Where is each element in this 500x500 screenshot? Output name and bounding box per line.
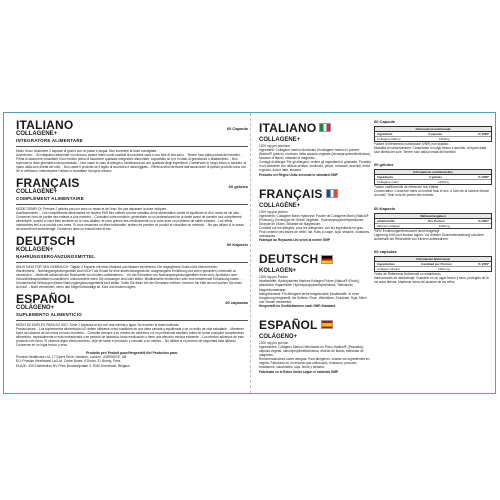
col-header: 2 gélules [429,175,442,180]
lang-title: FRANÇAIS [259,186,323,201]
table-cell: - [488,223,489,228]
table-cell: Collagene Marino [377,137,401,141]
product-name: KOLLAGEN+ [259,268,297,275]
nrv-note: *Valeur nutritionnelle de référence non établie [374,185,439,190]
nutrition-it [374,119,492,154]
italy-flag-icon [319,123,331,132]
allergy-text: Recomendaciones sobre alergias: Para alérgenos, véanse los ingredientes en negrita. Fabricado en un entorno que utiliza apio, moluscos, pescado, crustáceos, cacahuetes, soja, leche y sésamo. [259,357,370,370]
table-row [375,137,491,141]
product-subtitle: INTEGRATORE ALIMENTARE [16,138,83,143]
table-cell: 1200mg [438,137,450,141]
nutrition-table [374,169,492,185]
footer-line: Prowise Healthcare Ltd, 17 Dyers Drive, Idmiston, London, UXBRIDGE, UB [16,355,127,360]
lang-title: ITALIANO [16,119,74,132]
nutrition-table [374,256,492,272]
lang-title: DEUTSCH [16,234,76,248]
usage-text: Modo d'uso: Assumere 2 capsule al giorno con un pasto e acqua. Non eccedere la dose consigliata. [16,149,157,153]
warnings-text: Avvertenze: - Gli integratori alimentari non devono essere intesi come sostituti di una dieta varia e uno stile di vita sano. - Tenere fuori dalla portata dei bambini. - Prima di assumere consultare il tuo medico prima di assumere qualsiasi integratore alimentare, soprattutto se si è in stato di gravidanza o allattamento. - Non superare la dose giornaliera raccomandata. - Non usare in caso di allergia o intolleranza ad uno qualsiasi degli ingredienti. Conservare in luogo fresco e asciutto, al riparo dalla luce diretta del sole. - Non usare il prodotto se il sigillo di sicurezza è danneggiato. - Effetti avversi derivanti dall'assunzione di questo prodotto sono rari. Se si verificano, interrompere l'utilizzo e contattare il proprio medico. [16,153,247,173]
product-subtitle: SUPLEMENTO ALIMENTICIO [16,312,82,317]
allergy-text: Allergiehinweis: Für Allergene siehe fettgedruckte Inhaltsstoffe. In einer Umgebung hergestellt, die Sellerie, Fisch, Weichtiere, Erdnüsse, Soja, Milch und Sesam verarbeitet. [259,291,367,304]
table-cell: Colágeno Marino [377,266,400,271]
middle-panel [259,119,371,389]
table-title: Informations nutritionnelles [375,170,491,175]
lang-title: ITALIANO [259,121,317,135]
made-in-text: Fabricado en el Reino Unido según el estándar GMP [259,369,339,374]
lang-title: ESPAÑOL [16,292,75,306]
table-cell: Marines Kollagen [377,223,401,228]
nutrition-es [374,249,492,284]
product-subtitle: COMPLÉMENT ALIMENTAIRE [16,196,84,201]
nutrition-table [374,213,492,229]
divider [16,320,248,321]
capsule-count: 60 gélules [374,162,394,168]
storage-text: Lagerung: Kühl und trocken lagern. Vor direkter Sonneneinstrahlung schützen. Außerhalb der Reichweite von Kindern aufbewahren. [374,232,485,241]
col-header: Ingredienti [377,132,393,136]
mid-section-it [259,119,371,177]
capsule-count: 60 Kapseln [226,242,248,247]
dose-text: 1200 mg pro Portion [259,275,288,280]
product-name: COLLAGÈNE+ [16,189,58,195]
made-in-text: Prodotto nel Regno Unito secondo lo standard GMP [259,172,338,177]
nutrition-fr [374,162,492,197]
left-panel [16,119,248,389]
capsule-count: 60 gélules [228,184,248,189]
warnings-text: Precauciones: - Los suplementos alimenticios NO deben utilizarse como sustitutos de una dieta variada y equilibrada y de un estilo de vida saludable. - Mantener fuera del alcance de los niños en todo momento. - Consulte siempre a su médico de cabecera o a un profesional sanitario antes de tomar cualquier complemento alimenticio, especialmente si está embarazada o en periodo de lactancia, toma medicación o tiene una afección médica existente. - Los efectos adversos de este producto son raros. Si observa algún efecto adverso, deje de tomar el producto y consulte a su médico. - No utilizar si el precinto de seguridad está dañado. Conservar en un lugar fresco y seco. [16,327,245,347]
table-cell: - [487,180,489,185]
product-name: KOLLAGEN+ [16,247,54,253]
col-header: Ingrédients [377,175,394,180]
section-fr [16,177,248,231]
product-subtitle: NAHRUNGSERGÄNZUNGSMITTEL [16,254,96,259]
manufacturer-footer [16,351,248,368]
usage-text: MODE D'EMPLOI: Prendre 2 gélules par jour avec un repas et de l'eau. Ne pas dépasser la dose indiquée. [16,207,168,211]
lang-title: FRANÇAIS [16,176,80,190]
fold-line [250,113,251,393]
footer-title: Prodotto per/ Produit pour/Hergestellt für/ Productos para: [86,351,178,355]
nrv-note: *Valor de Referencia Nutricional no establecido [374,271,441,276]
storage-text: Modalità di conservazione: Conservare in luogo fresco e asciutto, al riparo dalla luce diretta del sole. Tenere fuori dalla portata dei bambini. [374,146,487,155]
allergy-text: Conseils sur les allergies: pour les allergènes, voir les ingrédients en gras. Peut contenir des traces de céleri, lait, fruits à coque, soja, sésame, crustacés, mollusques. [259,225,370,239]
capsule-count: 60 Kapseln [374,205,396,211]
nutrition-de [374,206,492,241]
nrv-note: *NRV Ernährungsreferenzwert nicht festgelegt [374,228,440,233]
ingredients-text: Ingredienti: Collagene marino Idrolizzato di collagene marino in polvere (Naticol® (pesce), involucro della capsula vegetale (idrossipropilmetilcellulosa), biossido di titanio, stearato di magnesio. [259,148,371,161]
col-header: % VRN* [477,261,489,266]
germany-flag-icon [321,255,333,264]
table-cell: 1200mg [438,223,450,228]
col-header: Pro Portion [428,218,445,223]
col-header: Cantidad por Porción [421,261,452,266]
right-panel [374,119,492,389]
section-it [16,119,248,173]
capsule-count: 60 cápsulas [374,248,397,254]
usage-text: ANLEITUNG FÜR DEN GEBRAUCH: Täglich 2 Kapseln mit einer Mahlzeit und Wasser einnehmen. Die angegebene Dosis nicht überschreiten. [16,265,219,269]
table-title: Nährwertangaben [375,214,491,219]
table-row [375,267,491,271]
mid-section-es [259,316,371,374]
capsule-count: 60 Capsule [226,126,248,131]
lang-title: DEUTSCH [259,252,319,267]
allergy-text: Consigli di allergia: Per gli allergeni, vedere gli ingredienti in grassetto. Prodotto in un ambiente che utilizza sedano, molluschi, pesce, crostacei, arachidi, frutta a guscio, soia e latte, sesamo. [259,160,371,173]
nrv-note: *Valore di riferimento nutrizionale (VNR) non stabilito [374,142,449,146]
section-de [16,235,248,289]
table-cell: Collagène marin [377,180,399,185]
dose-text: 1200 mg por porción [259,340,289,345]
col-header: % NRV* [478,218,489,223]
product-name: COLLAGENE+ [259,137,301,143]
table-title: Información Nutricional [375,257,491,262]
table-cell: 1200 mg [438,266,450,271]
label-sheet [3,112,496,394]
made-in-text: Fabriqué au Royaume-Uni selon la norme GMP [259,238,331,243]
mid-section-fr [259,185,371,243]
table-title: Informazioni nutrizionali [375,127,491,132]
divider [16,204,248,205]
storage-text: Instrucciones de almacenaje: Guárdelo en un lugar fresco y seco, protegido de la luz solar directa. Mantener fuera del alcance de los niños. [374,275,489,285]
col-header: 2 capsule [428,132,442,136]
col-header: Inhaltsstoffe [377,218,395,223]
product-name: COLLAGÈNE+ [259,202,301,209]
col-header: Ingredientes [377,261,395,266]
section-es [16,293,248,347]
capsule-count: 60 Capsule [374,119,396,124]
product-name: COLLAGENE+ [16,131,58,137]
lang-title: ESPAÑOL [259,317,318,332]
storage-text: Conservation: Conserver dans un endroit frais et sec, à l'abri de la lumière directe du soleil. Tenir hors de portée des enfants. [374,189,490,198]
ingredients-text: Ingrédients: Collagène Marin Hydrolysé Poudre de Collagène Marin (Naticol® (Poisson)), Enveloppe de Gélule Végétale : Hydroxypropylméthylcellulose, Dioxyde de Titane, Stéarate de Magnésium. [259,213,369,226]
warnings-text: Avertissements : - Les compléments alimentaires ne doivent PAS être utilisés comme substitut d'une alimentation variée et équilibrée et d'un mode de vie sain. - Conserver hors de portée des enfants à tout moment. - Consultez votre médecin, généraliste ou un professionnel de la santé avant de prendre tout complément alimentaire, surtout si vous êtes enceinte ou si vous allaitez, et vous prenez des médicaments ou si vous avez un problème de santé existant. - Les effets indésirables liés à ce produit sont rares. Si vous ressentez un effet indésirable, arrêtez de prendre ce produit et consultez un médecin. - Ne pas utiliser si le sceau de sécurité est endommagé. Conserver dans un endroit frais et sec. [16,211,244,231]
footer-line: EU/UE: JOD Distribution NV Prins Boudewijnlaan 3, 9040 Erembode, Belgium [16,363,130,368]
france-flag-icon [326,189,338,198]
divider [16,146,248,147]
table-cell: - [487,266,489,271]
mid-section-de [259,250,371,308]
made-in-text: Hergestellt im Großbritannien nach GMP-Standard [259,303,336,308]
col-header: % VNR* [477,175,489,180]
table-row [375,224,491,228]
table-cell: - [487,137,489,141]
table-row [375,180,491,184]
dose-text: 1200 mg per porzione [259,144,291,148]
spain-flag-icon [321,320,333,329]
col-header: % VNR* [477,132,489,136]
dose-text: 1200 mg par portion [259,209,288,214]
capsule-count: 60 cápsulas [225,300,248,305]
ingredients-text: Inhaltsstoffe: Hydrolysiertes Marines Kollagen Pulver (Naticol® (Fisch)), pflanzliche Kapselhülle: Hydroxypropylmethylcellulose, Titandioxid, Magnesiumstearat. [259,279,361,292]
table-cell: 1200mg [438,180,449,185]
divider [16,262,248,263]
warnings-text: Warnhinweis: - Nahrungsergänzungsmittel sind NICHT als Ersatz für eine abwechslungsreiche, ausgewogene Ernährung und einen gesunden Lebensstil zu verwenden. - Jederzeit außerhalb der Reichweite von Kindern aufbewahren. - Vor der Einnahme von Nahrungsergänzungsmitteln einen Arzt, Apotheker oder Gesundheitsspezialisten konsultieren, insbesondere wenn Sie schwanger sind oder stillen, Medikamente einnehmen oder eine bestehende Erkrankung haben. - Unerwünschte Wirkungen dieses Nahrungsergänzungsmittels sind selten. Sollte Sie diese bei der Einnahme erleben, brechen Sie bitte ab und suchen Sie einen Arzt auf. - Nicht verwenden, wenn das Siegel beschädigt ist. Kühl und trocken lagern. [16,269,243,289]
nutrition-table [374,126,492,142]
usage-text: MODO DE EMPLEO PARA SU USO: Tome 2 cápsulas al día con una comida y agua. No exceder la dosis indicada. [16,323,180,327]
ingredients-text: Ingredientes: Colágeno Marino Hidrolizado en Polvo (Naticol® (Pescado)), cápsula vegetal: hidroxipropilmetilcelulosa, dióxido de titanio, estearato de magnesio. [259,344,365,358]
product-name: COLÁGENO+ [16,305,55,311]
footer-line: EU: Prowise Healthcare Ltd Ltd, Cedre Bures, 9 Dinan, 31 Bonny, Paris [16,359,121,364]
product-name: COLÁGENO+ [259,333,298,340]
